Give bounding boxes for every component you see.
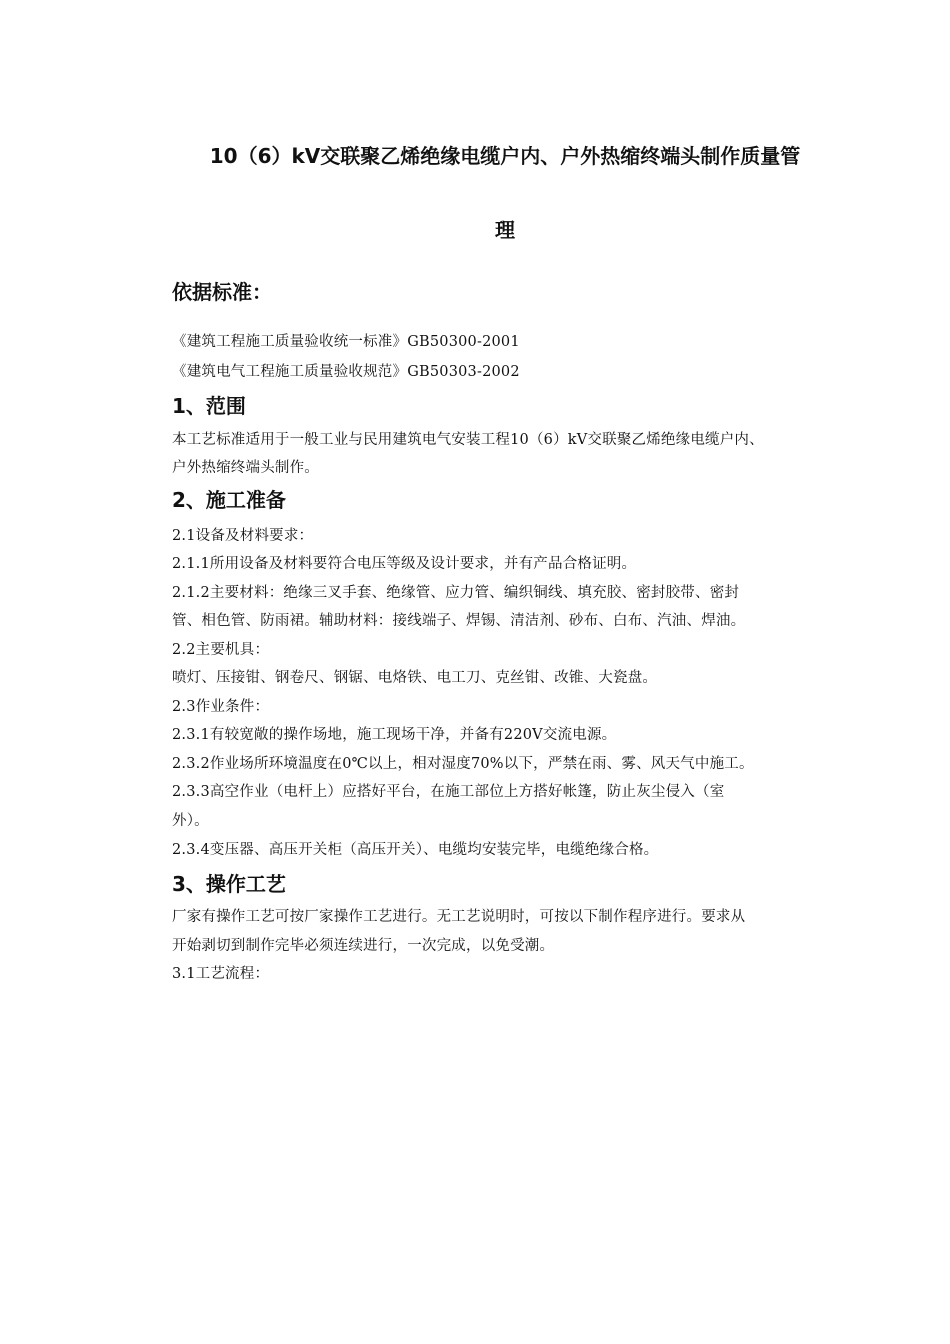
document-title-line-2: 理	[495, 218, 515, 242]
document-title-line-1: 10（6）kV交联聚乙烯绝缘电缆户内、户外热缩终端头制作质量管	[209, 144, 801, 168]
operation-line-2: 开始剥切到制作完毕必须连续进行，一次完成，以免受潮。	[172, 938, 555, 954]
prep-heading: 2、施工准备	[172, 488, 286, 512]
scope-heading: 1、范围	[172, 394, 246, 418]
prep-line-4: 管、相色管、防雨裙。辅助材料：接线端子、焊锡、清洁剂、砂布、白布、汽油、焊油。	[172, 613, 746, 629]
prep-line-2: 2.1.1所用设备及材料要符合电压等级及设计要求，并有产品合格证明。	[172, 556, 637, 572]
prep-line-9: 2.3.2作业场所环境温度在0℃以上，相对湿度70%以下，严禁在雨、雾、风天气中施工。	[172, 756, 754, 772]
basis-heading: 依据标准：	[172, 280, 272, 304]
prep-line-11: 外）。	[172, 813, 209, 829]
scope-paragraph-line-1: 本工艺标准适用于一般工业与民用建筑电气安装工程10（6）kV交联聚乙烯绝缘电缆户内、	[172, 432, 764, 448]
operation-line-1: 厂家有操作工艺可按厂家操作工艺进行。无工艺说明时，可按以下制作程序进行。要求从	[172, 909, 746, 925]
basis-standard-2: 《建筑电气工程施工质量验收规范》GB50303-2002	[172, 364, 520, 380]
operation-heading: 3、操作工艺	[172, 872, 286, 896]
prep-line-3: 2.1.2主要材料：绝缘三叉手套、绝缘管、应力管、编织铜线、填充胶、密封胶带、密封	[172, 585, 740, 601]
prep-line-10: 2.3.3高空作业（电杆上）应搭好平台，在施工部位上方搭好帐篷，防止灰尘侵入（室	[172, 784, 725, 800]
operation-line-3: 3.1工艺流程：	[172, 966, 270, 982]
basis-standard-1: 《建筑工程施工质量验收统一标准》GB50300-2001	[172, 334, 520, 350]
scope-paragraph-line-2: 户外热缩终端头制作。	[172, 460, 319, 476]
prep-line-7: 2.3作业条件：	[172, 699, 270, 715]
prep-line-6: 喷灯、压接钳、钢卷尺、钢锯、电烙铁、电工刀、克丝钳、改锥、大瓷盘。	[172, 670, 658, 686]
prep-line-12: 2.3.4变压器、高压开关柜（高压开关）、电缆均安装完毕，电缆绝缘合格。	[172, 842, 659, 858]
prep-line-8: 2.3.1有较宽敞的操作场地，施工现场干净，并备有220V交流电源。	[172, 727, 617, 743]
prep-line-5: 2.2主要机具：	[172, 642, 270, 658]
prep-line-1: 2.1设备及材料要求：	[172, 528, 314, 544]
